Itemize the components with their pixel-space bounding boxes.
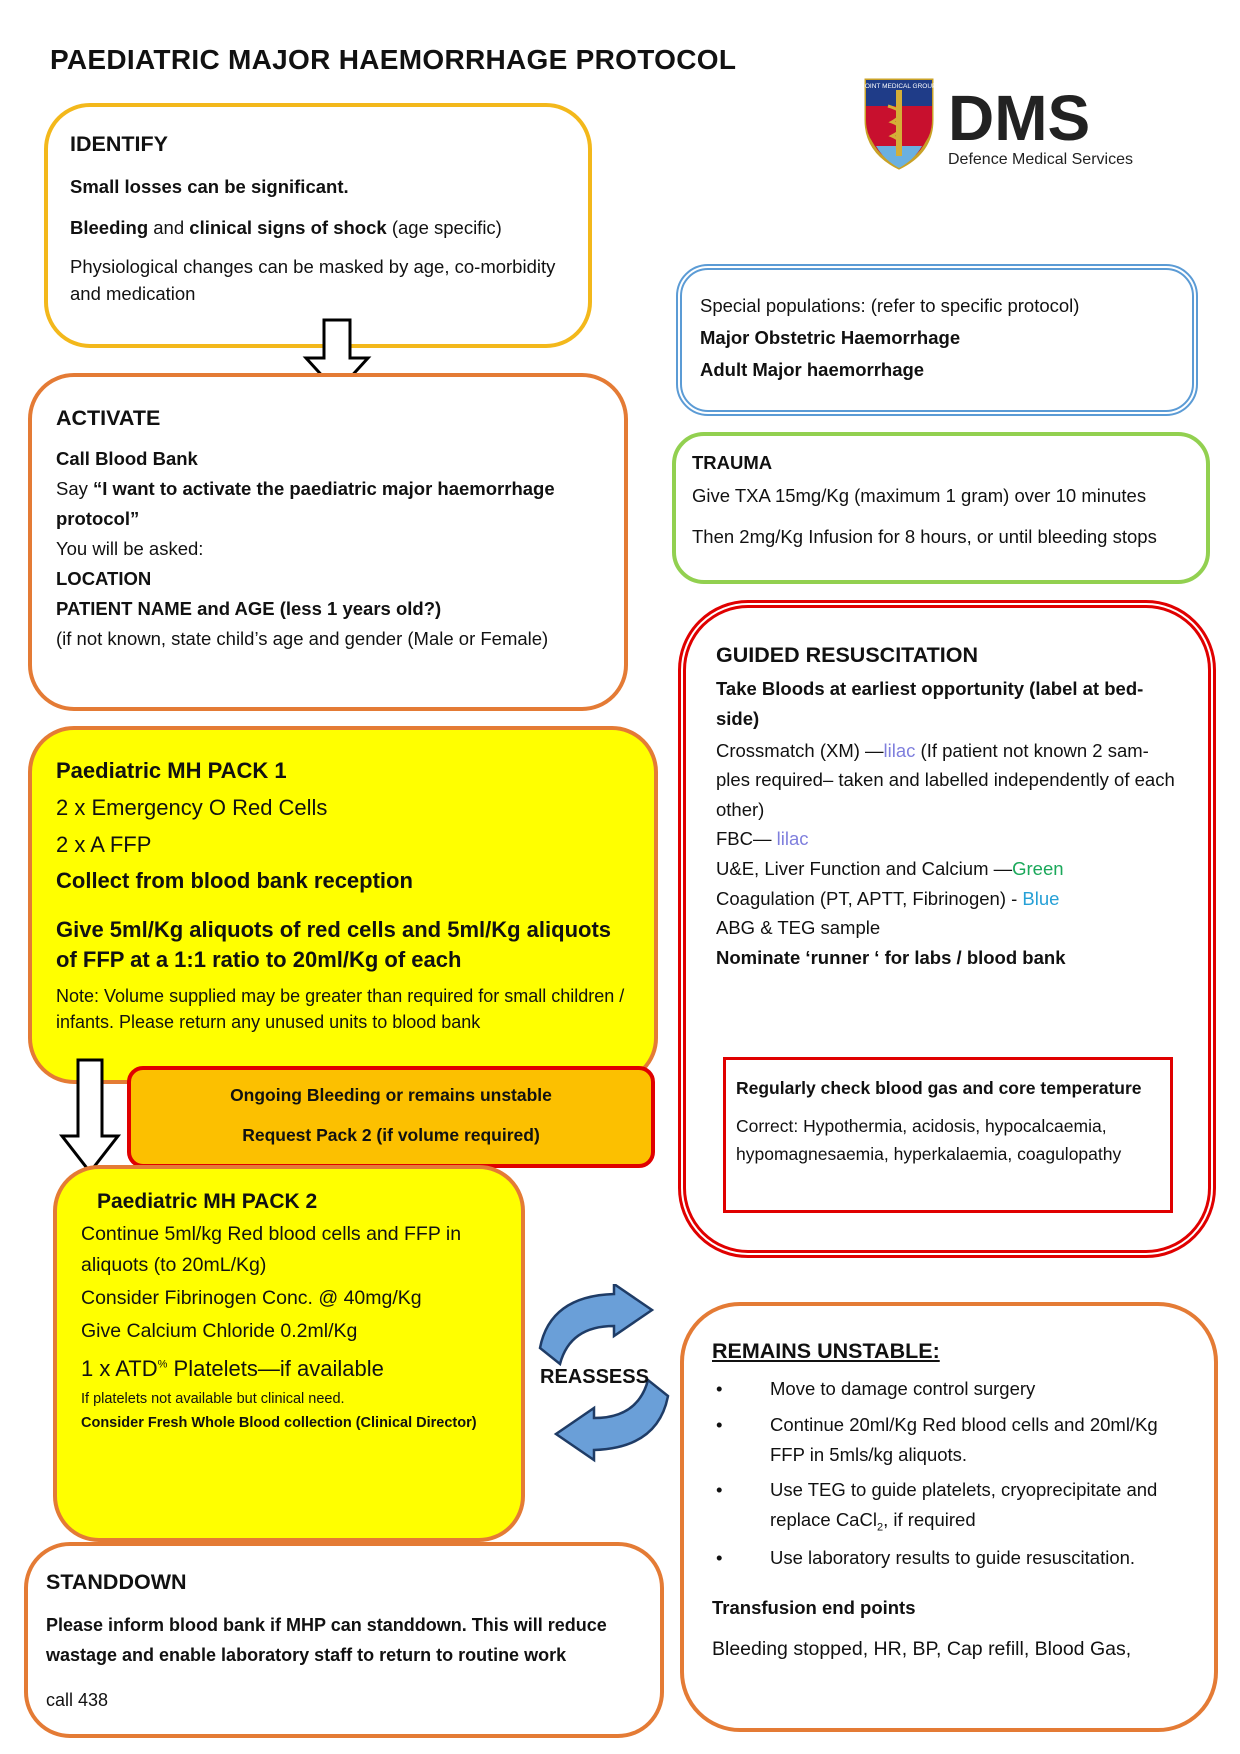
ongoing-bleeding-box (127, 1066, 655, 1168)
pack1-item2: 2 x A FFP (56, 831, 152, 857)
pack2-small2: Consider Fresh Whole Blood collection (Clinical Director) (81, 1414, 477, 1431)
logo-name: DMS (948, 82, 1091, 154)
list-item: • Continue 20ml/Kg Red blood cells and 20ml/Kg FFP in 5mls/kg aliquots. (712, 1410, 1186, 1469)
dms-logo (862, 76, 1142, 176)
page-title: PAEDIATRIC MAJOR HAEMORRHAGE PROTOCOL (50, 44, 737, 75)
logo-badge-text: JOINT MEDICAL GROUP (862, 83, 937, 90)
activate-heading: ACTIVATE (56, 406, 161, 430)
identify-heading: IDENTIFY (70, 132, 168, 156)
standdown-heading: STANDDOWN (46, 1570, 187, 1594)
identify-line1: Small losses can be significant. (70, 176, 349, 198)
shield-icon (862, 76, 1142, 176)
guided-coagulation: Coagulation (PT, APTT, Fibrinogen) - Blue (716, 887, 1060, 909)
ongoing-line1: Ongoing Bleeding or remains unstable (230, 1085, 552, 1105)
regcheck-text: Correct: Hypothermia, acidosis, hypocalcaemia, hypomagnesaemia, hyperkalaemia, coagulopathy (736, 1116, 1122, 1164)
pack1-box (28, 726, 658, 1084)
pack2-line2: Consider Fibrinogen Conc. @ 40mg/Kg (81, 1286, 422, 1309)
reassess-label: REASSESS (540, 1366, 649, 1388)
pack1-heading: Paediatric MH PACK 1 (56, 758, 287, 783)
unstable-end-text: Bleeding stopped, HR, BP, Cap refill, Blood Gas, (712, 1638, 1132, 1661)
activate-location: LOCATION (56, 567, 152, 589)
standdown-call: call 438 (46, 1690, 109, 1711)
regular-check-box (723, 1057, 1173, 1213)
trauma-heading: TRAUMA (692, 452, 773, 473)
activate-say: Say “I want to activate the paediatric major haemorrhage protocol” (56, 477, 555, 529)
standdown-line1: Please inform blood bank if MHP can standdown. This will reduce wastage and enable laboratory staff to return to routine work (46, 1615, 607, 1665)
identify-line2: Bleeding and clinical signs of shock (age specific) (70, 216, 502, 238)
pack2-line4: 1 x ATD% Platelets—if available (81, 1356, 384, 1382)
trauma-box (672, 432, 1210, 584)
down-arrow-icon (58, 1058, 122, 1178)
pack2-box (53, 1165, 525, 1542)
trauma-line1: Give TXA 15mg/Kg (maximum 1 gram) over 10 minutes (692, 484, 1147, 506)
identify-line3: Physiological changes can be masked by age, co-morbidity and medication (70, 255, 556, 304)
unstable-list (712, 1374, 1186, 1572)
pack1-collect: Collect from blood bank reception (56, 868, 413, 894)
pack1-note: Note: Volume supplied may be greater than required for small children / infants. Please return any unused units to blood bank (56, 985, 625, 1032)
unstable-end-heading: Transfusion end points (712, 1596, 916, 1618)
activate-asked: You will be asked: (56, 537, 204, 559)
unstable-heading: REMAINS UNSTABLE: (712, 1339, 940, 1363)
regcheck-heading: Regularly check blood gas and core temperature (736, 1078, 1142, 1098)
ongoing-line2: Request Pack 2 (if volume required) (242, 1124, 540, 1145)
guided-take: Take Bloods at earliest opportunity (label at bed-side) (716, 678, 1144, 729)
standdown-box (24, 1542, 664, 1738)
remains-unstable-box (680, 1302, 1218, 1732)
special-populations-box (676, 264, 1198, 416)
guided-heading: GUIDED RESUSCITATION (716, 643, 978, 667)
logo-subtitle: Defence Medical Services (948, 151, 1133, 168)
pack1-item1: 2 x Emergency O Red Cells (56, 794, 328, 820)
trauma-line2: Then 2mg/Kg Infusion for 8 hours, or until bleeding stops (692, 525, 1157, 547)
guided-ue: U&E, Liver Function and Calcium —Green (716, 857, 1064, 879)
guided-abg: ABG & TEG sample (716, 917, 881, 939)
guided-fbc: FBC— lilac (716, 828, 809, 850)
activate-box (28, 373, 628, 711)
special-line3: Adult Major haemorrhage (700, 358, 925, 380)
list-item: • Use laboratory results to guide resuscitation. (712, 1543, 1186, 1573)
identify-box (44, 103, 592, 348)
pack2-line3: Give Calcium Chloride 0.2ml/Kg (81, 1320, 358, 1343)
special-line2: Major Obstetric Haemorrhage (700, 326, 961, 348)
pack2-small1: If platelets not available but clinical need. (81, 1390, 345, 1407)
activate-note: (if not known, state child’s age and gender (Male or Female) (56, 627, 549, 649)
pack2-heading: Paediatric MH PACK 2 (97, 1190, 318, 1213)
activate-call: Call Blood Bank (56, 447, 198, 469)
activate-patient: PATIENT NAME and AGE (less 1 years old?) (56, 597, 442, 619)
pack2-line1: Continue 5ml/kg Red blood cells and FFP in aliquots (to 20mL/Kg) (81, 1222, 462, 1276)
special-line1: Special populations: (refer to specific protocol) (700, 295, 1080, 316)
guided-nominate: Nominate ‘runner ‘ for labs / blood bank (716, 946, 1066, 968)
list-item: • Use TEG to guide platelets, cryoprecipitate and replace CaCl$_2$, if required (712, 1475, 1186, 1537)
list-item: • Move to damage control surgery (712, 1374, 1186, 1404)
pack1-give: Give 5ml/Kg aliquots of red cells and 5ml/Kg aliquots of FFP at a 1:1 ratio to 20ml/Kg of each (56, 917, 612, 972)
guided-crossmatch: Crossmatch (XM) —lilac (If patient not known 2 sam-ples required– taken and labelled independently of each other) (716, 739, 1175, 820)
